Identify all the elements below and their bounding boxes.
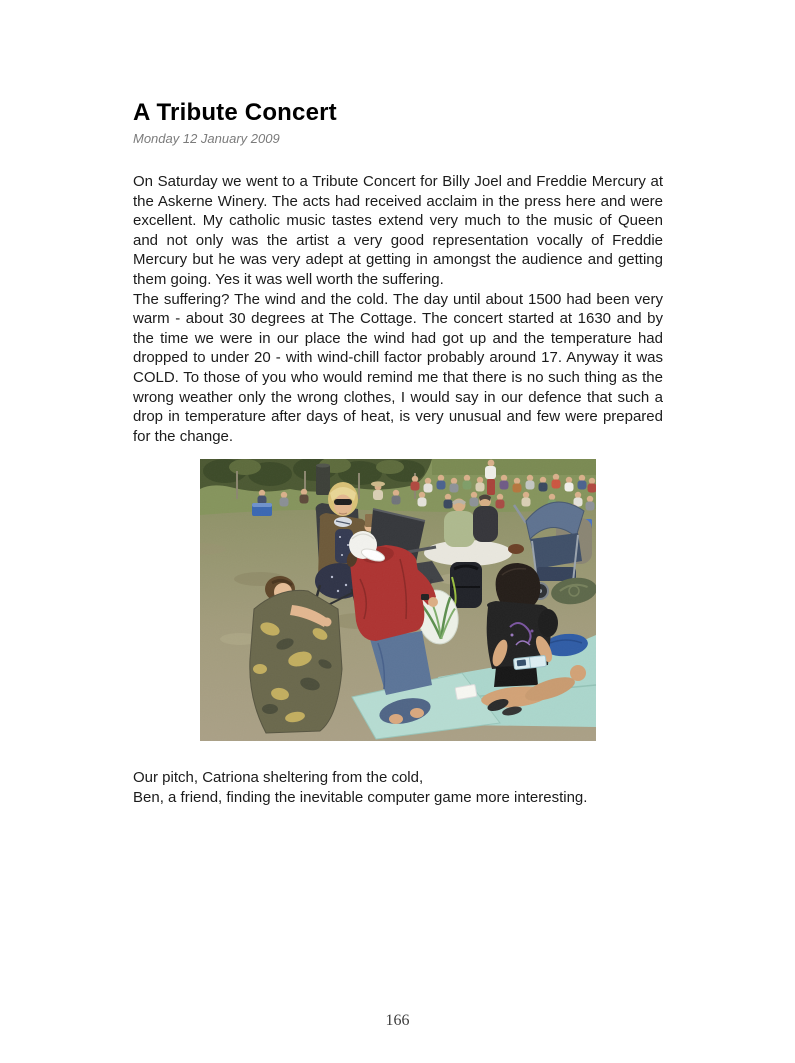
caption-line-1: Our pitch, Catriona sheltering from the cold, (133, 769, 424, 787)
page-number: 166 (385, 1012, 410, 1029)
paragraph-2: The suffering? The wind and the cold. The day until about 1500 had been very warm - about 30 degrees at The Cottage. The concert started at 1630 and by the time we were in our place the wind had got up and the temperature had dropped to under 20 - with wind-chill factor probably around 17. Anyway it was COLD. To those of you who would remind me that there is no such thing as the wrong weather only the wrong clothes, I would say in our defence that such a drop in temperature after days of heat, is very unusual and few were prepared for the change. (133, 290, 663, 445)
concert-photo (200, 459, 596, 741)
article-body (133, 172, 663, 446)
photo-figure (133, 459, 663, 741)
photo-grain (200, 459, 596, 741)
article (133, 99, 663, 808)
photo-caption (133, 768, 663, 808)
paragraph-1: On Saturday we went to a Tribute Concert for Billy Joel and Freddie Mercury at the Askerne Winery. The acts had received acclaim in the press here and were excellent. My catholic music tastes extend very much to the music of Queen and not only was the artist a very good representation vocally of Freddie Mercury but he was very adept at getting in amongst the audience and getting them going. Yes it was well worth the suffering. (133, 173, 663, 288)
article-date: Monday 12 January 2009 (133, 131, 280, 146)
page-title: A Tribute Concert (133, 99, 337, 126)
caption-line-2: Ben, a friend, finding the inevitable computer game more interesting. (133, 789, 588, 807)
